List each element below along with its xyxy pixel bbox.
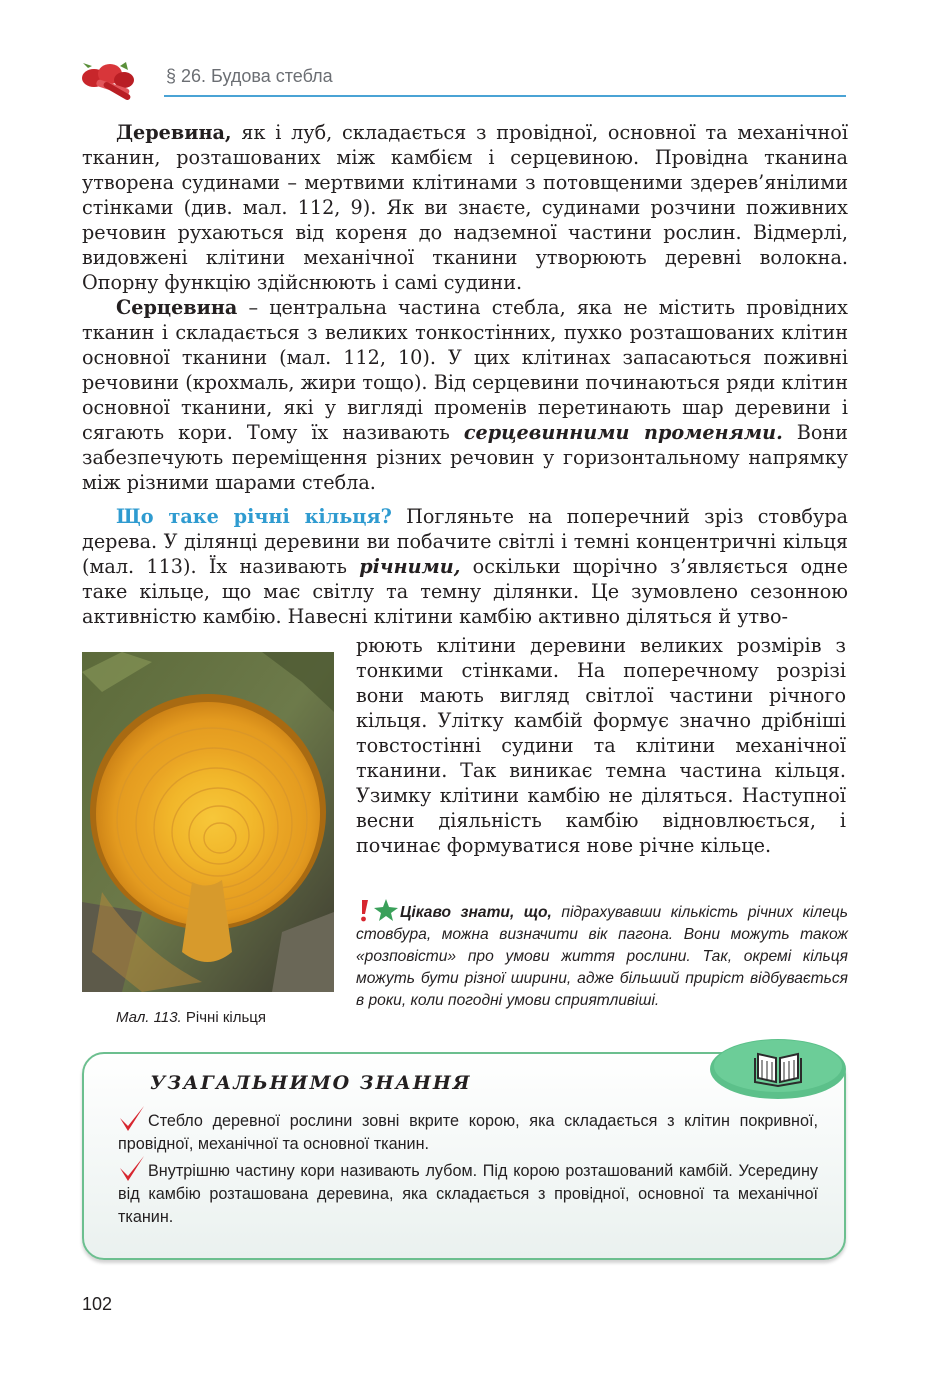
book-icon (710, 1036, 846, 1102)
paragraph-wood (82, 120, 848, 295)
figure-number: Мал. 113. (116, 1009, 182, 1026)
summary-box (82, 1052, 846, 1260)
header-divider (164, 95, 846, 97)
paragraph-rings-continued: рюють клітини деревини великих розмірів з тонкими стінками. На поперечному розрізі вони мають вигляд світлої частини річного кільця. Улітку камбій формує значно дрібніші товстостінні судини та клітини механічної тканини. Так виникає темна частина кільця. Узимку клітини камбію не діляться. Наступної весни діяльність камбію відновлюється, і починає формуватися нове річне кільце. (356, 634, 846, 857)
summary-heading: УЗАГАЛЬНИМО ЗНАННЯ (150, 1072, 472, 1094)
interesting-fact (356, 898, 848, 1012)
paragraph-rings-text-end: оскільки щорічно з’являється одне таке кільце, що має світлу та темну ділянки. Це зумовлено сезонною активністю камбію. Навесні клітини камбію активно діляться й утво- (82, 555, 848, 628)
term-pith: Серцевина (116, 296, 238, 319)
paragraph-pith-text-end: Вони забезпечують переміщення різних речовин у горизонтальному напрямку між різними шарами стебла. (82, 421, 848, 494)
summary-list (118, 1110, 818, 1233)
question-heading: Що таке річні кільця? (116, 505, 392, 528)
summary-item (118, 1110, 818, 1156)
summary-item-text: Стебло деревної рослини зовні вкрите корою, яка складається з клітин покривної, провідної, механічної та основної тканин. (118, 1112, 818, 1153)
figure-caption-text: Річні кільця (181, 1009, 266, 1026)
tree-stump-image (82, 652, 334, 992)
fact-lead: Цікаво знати, що, (400, 904, 552, 921)
section-title: § 26. Будова стебла (166, 66, 333, 86)
paragraph-wood-text: як і луб, складається з провідної, основної та механічної тканин, розташованих між камбієм і серцевиною. Провідна тканина утворена судинами – мертвими клітинами з потовщеними здерев’янілими стінками (див. мал. 112, 9). Як ви знаєте, судинами розчини поживних речовин рухаються від кореня до надземної частини рослин. Відмерлі, видовжені клітини механічної тканини утворюють деревні волокна. Опорну функцію здійснюють і самі судини. (82, 121, 848, 294)
paragraph-pith-text: – центральна частина стебла, яка не містить провідних тканин і складається з великих тонкостінних, пухко розташованих клітин основної тканини (мал. 112, 10). У цих клітинах запасаються поживні речовини (крохмаль, жири тощо). Від серцевини починаються ряди клітин основної тканини, які у вигляді променів перетинають шар деревини і сягають кори. Тому їх називають (82, 296, 848, 444)
exclamation-star-icon (356, 898, 400, 922)
term-wood: Деревина, (116, 121, 232, 144)
paragraph-rings-text: Погляньте на поперечний зріз стовбура дерева. У ділянці деревини ви побачите світлі і темні концентричні кільця (мал. 113). Їх називають (82, 505, 848, 578)
figure-caption (116, 1009, 266, 1026)
checkmark-icon (118, 1154, 146, 1182)
term-annual: річними, (359, 555, 461, 578)
checkmark-icon (118, 1104, 146, 1132)
red-flower-logo-icon (80, 62, 140, 102)
summary-item (118, 1160, 818, 1229)
tree-rings-photo (82, 652, 334, 992)
page-header (80, 58, 846, 98)
term-medullary-rays: серцевинними променями. (463, 421, 783, 444)
summary-item-text: Внутрішню частину кори називають лубом. Під корою розташований камбій. Усередину від камбію розташована деревина, яка складається з провідної, основної та механічної тканин. (118, 1162, 818, 1226)
page-number: 102 (82, 1294, 113, 1314)
text-column-right (356, 633, 846, 858)
paragraph-pith (82, 295, 848, 495)
paragraph-rings (82, 504, 848, 629)
fact-text: підрахувавши кількість річних кілець стовбура, можна визначити вік пагона. Вони можуть також «розповісти» про умови життя рослини. Так, окремі кільця можуть бути різної ширини, адже більший приріст відбувається в роки, коли погодні умови сприятливіші. (356, 904, 849, 1009)
main-text (82, 120, 848, 629)
